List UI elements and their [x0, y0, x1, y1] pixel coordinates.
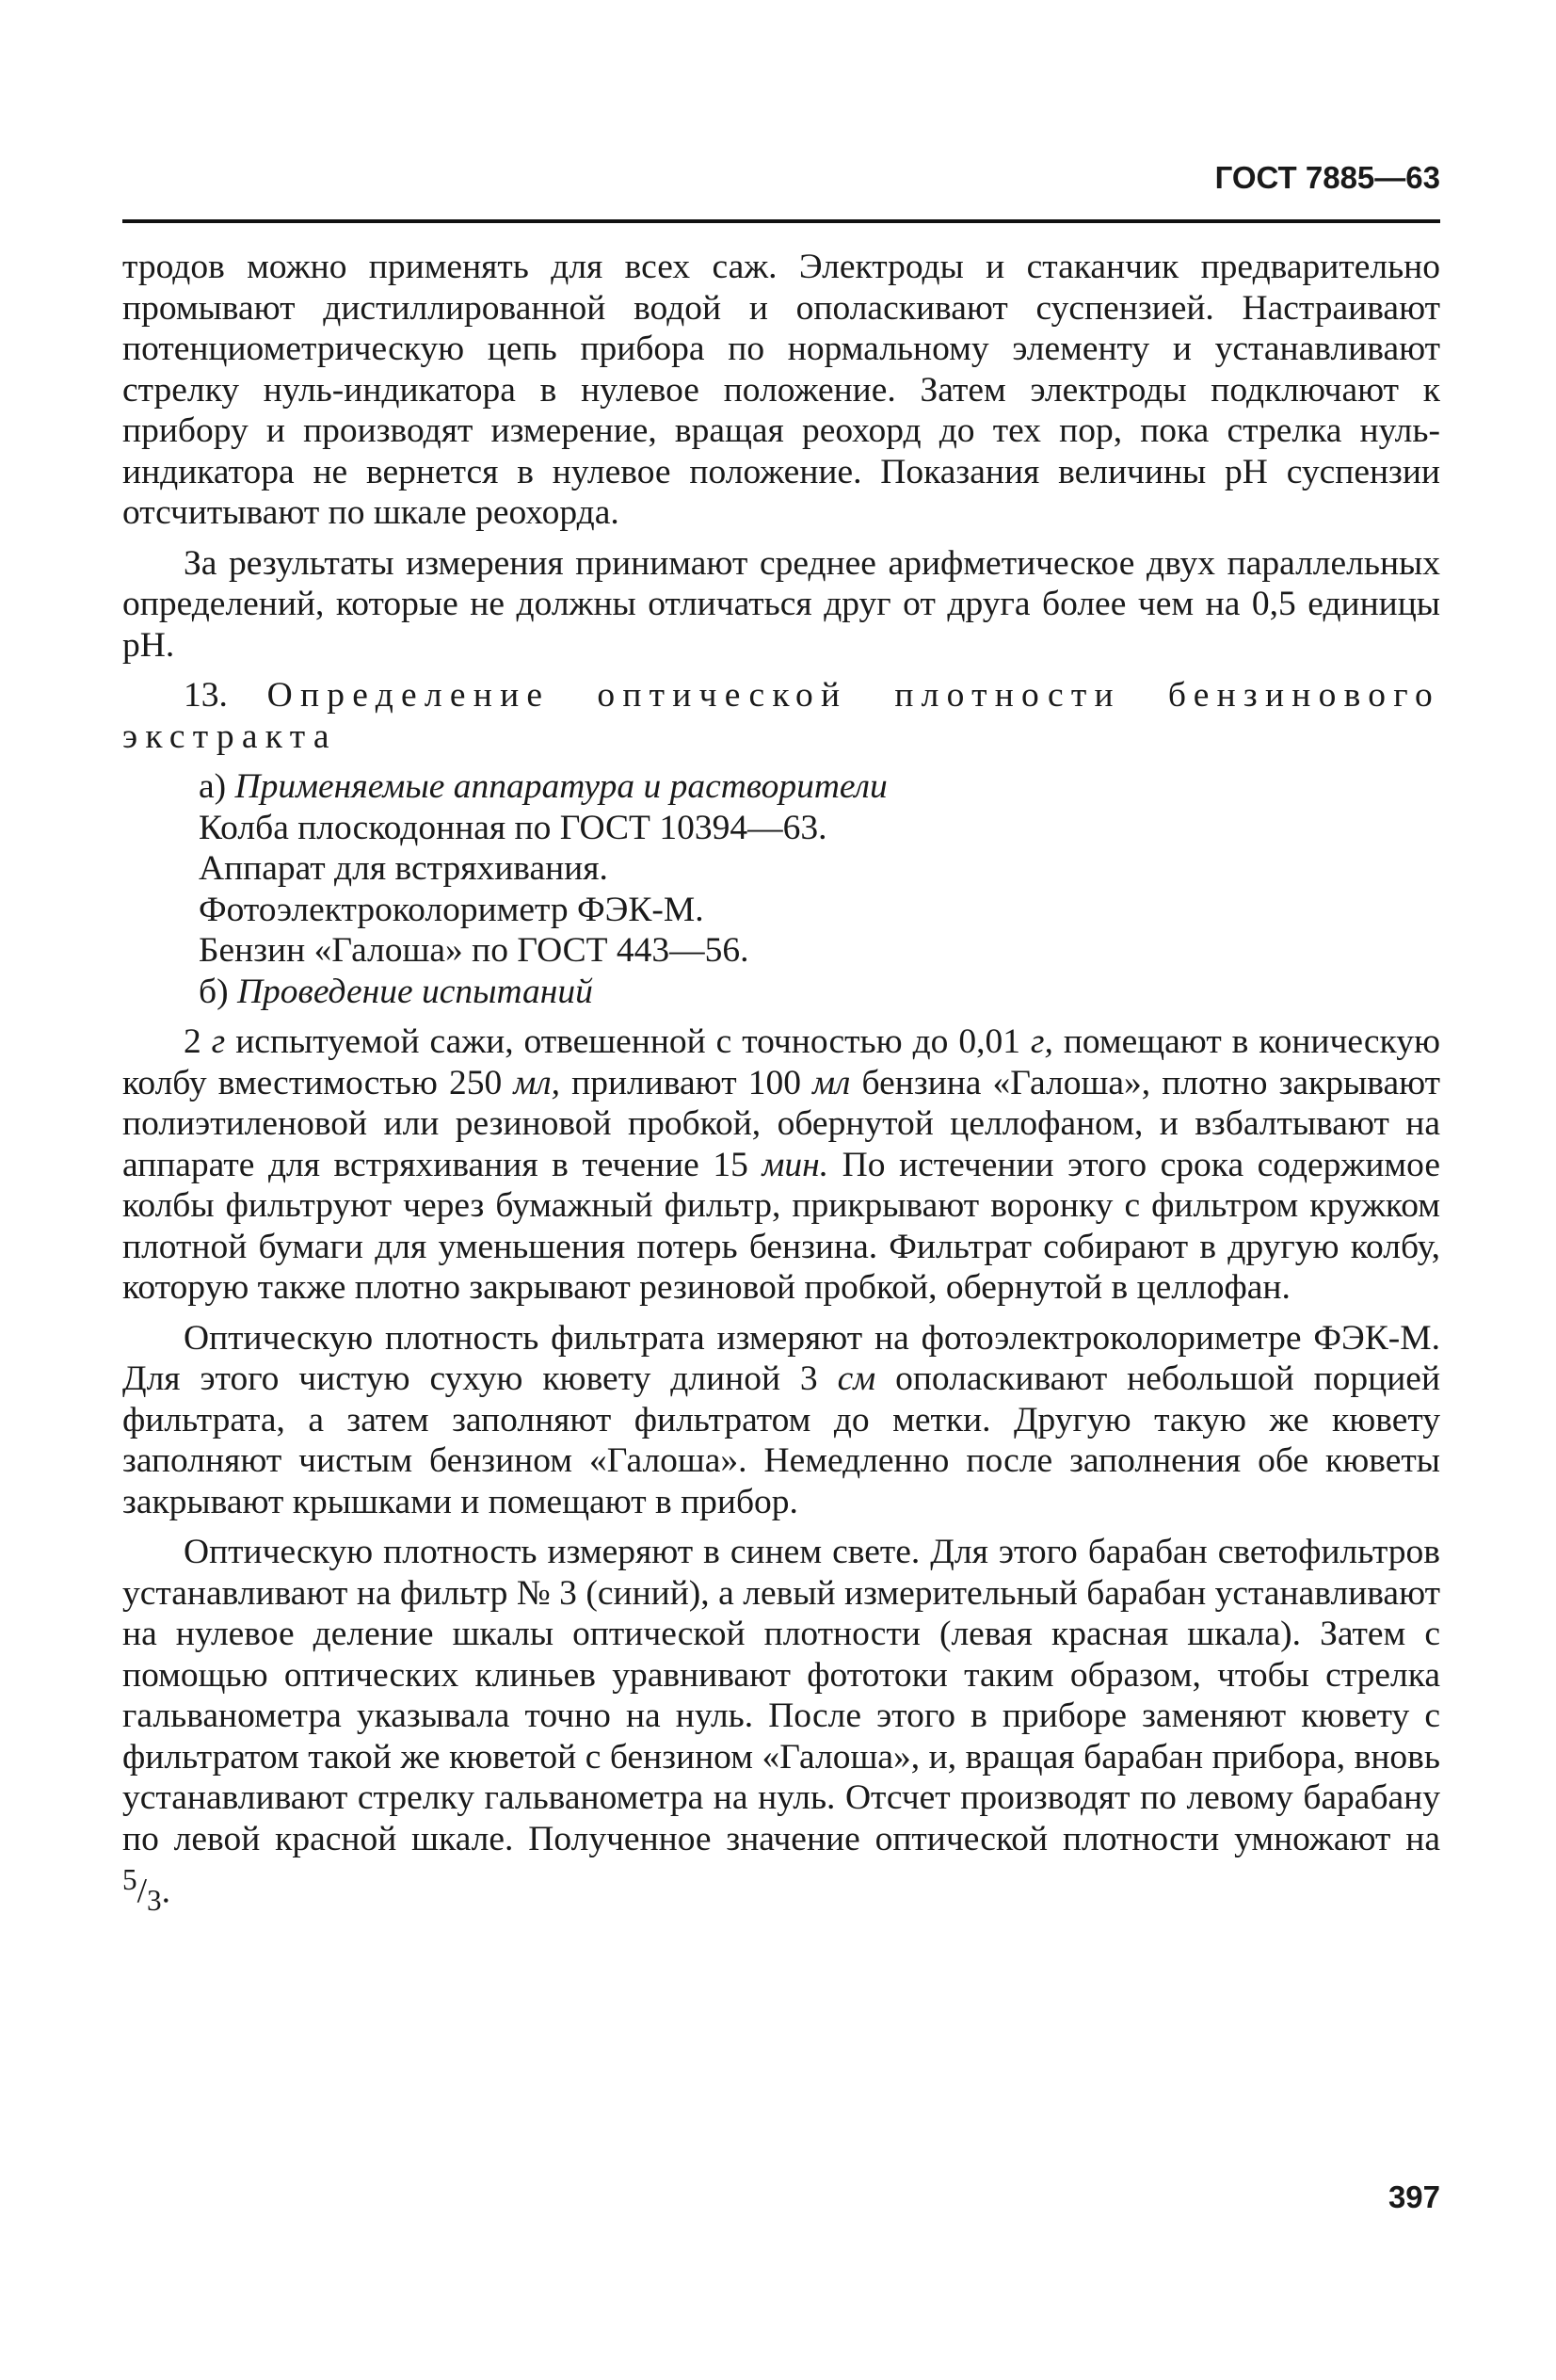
section-number: 13.: [184, 676, 228, 715]
text-run: 2: [184, 1022, 201, 1061]
page-body: [122, 247, 1440, 1922]
unit-gram: г: [211, 1022, 226, 1061]
page-header-standard-number: ГОСТ 7885—63: [1214, 160, 1440, 195]
subsection-a-label: а): [199, 767, 227, 806]
fraction-numerator: 5: [122, 1863, 137, 1896]
section-heading: [122, 675, 1440, 757]
text-run: бензина «Галоша», плотно закрывают полиэтиленовой или резиновой пробкой, обернутой целлофаном, и взбалтывают на аппарате для встряхивания в течение 15: [122, 1063, 1440, 1184]
unit-cm: см: [837, 1359, 876, 1398]
unit-ml: мл,: [513, 1063, 561, 1102]
list-item: Бензин «Галоша» по ГОСТ 443—56.: [199, 931, 749, 970]
paragraph-3: [122, 1021, 1440, 1309]
list-item: Аппарат для встряхивания.: [199, 849, 608, 888]
text-run: приливают 100: [571, 1063, 801, 1102]
subsection-b-heading: [199, 972, 1440, 1013]
text-run: По истечении этого срока содержимое колбы фильтруют через бумажный фильтр, прикрывают воронку с фильтром кружком плотной бумаги для уменьшения потерь бензина. Фильтрат собирают в другую колбу, которую также плотно закрывают резиновой пробкой, обернутой в целлофан.: [122, 1145, 1440, 1307]
paragraph-4: [122, 1318, 1440, 1523]
fraction-slash: /: [136, 1872, 148, 1911]
list-item: Фотоэлектроколориметр ФЭК-М.: [199, 890, 704, 929]
subsection-a: [122, 766, 1440, 1012]
list-item: Колба плоскодонная по ГОСТ 10394—63.: [199, 808, 827, 847]
section-title: Определение оптической плотности бензинового экстракта: [122, 676, 1441, 756]
text-run: испытуемой сажи, отвешенной с точностью до 0,01: [235, 1022, 1020, 1061]
subsection-b-title: Проведение испытаний: [236, 972, 593, 1011]
subsection-b-label: б): [199, 972, 229, 1011]
unit-min: мин.: [762, 1145, 829, 1184]
unit-gram: г,: [1030, 1022, 1053, 1061]
fraction-denominator: 3: [147, 1884, 162, 1917]
paragraph-2: За результаты измерения принимают среднее арифметическое двух параллельных определений, которые не должны отличаться друг от друга более чем на 0,5 единицы pH.: [122, 543, 1440, 665]
paragraph-1: тродов можно применять для всех саж. Электроды и стаканчик предварительно промывают дистиллированной водой и ополаскивают суспензией. Настраивают потенциометрическую цепь прибора по нормальному элементу и устанавливают стрелку нуль-индикатора в нулевое положение. Затем электроды подключают к прибору и производят измерение, вращая реохорд до тех пор, пока стрелка нуль-индикатора не вернется в нулевое положение. Показания величины pH суспензии отсчитывают по шкале реохорда.: [122, 248, 1440, 532]
paragraph-5: [122, 1532, 1440, 1922]
subsection-a-heading: [199, 766, 1440, 808]
page-number: 397: [1388, 2179, 1440, 2214]
text-run: Оптическую плотность измеряют в синем свете. Для этого барабан светофильтров устанавливают на фильтр № 3 (синий), а левый измерительный барабан устанавливают на нулевое деление шкалы оптической плотности (левая красная шкала). Затем с помощью оптических клиньев уравнивают фототоки таким образом, чтобы стрелка гальванометра указывала точно на нуль. После этого в приборе заменяют кювету с фильтратом такой же кюветой с бензином «Галоша», и, вращая барабан прибора, вновь устанавливают стрелку гальванометра на нуль. Отсчет производят по левому барабану по левой красной шкале. Полученное значение оптической плотности умножают на: [122, 1533, 1440, 1858]
text-run: помещают в коническую колбу вместимостью 250: [122, 1022, 1441, 1102]
unit-ml: мл: [812, 1063, 851, 1102]
text-run: .: [161, 1872, 171, 1911]
subsection-a-title: Применяемые аппаратура и растворители: [234, 767, 888, 806]
header-rule: [122, 219, 1440, 223]
text-run: ополаскивают небольшой порцией фильтрата, а затем заполняют фильтратом до метки. Другую такую же кювету заполняют чистым бензином «Галоша». Немедленно после заполнения обе кюветы закрывают крышками и помещают в прибор.: [122, 1359, 1441, 1521]
text-run: Оптическую плотность фильтрата измеряют на фотоэлектроколориметре ФЭК-М. Для этого чистую сухую кювету длиной 3: [122, 1318, 1440, 1398]
